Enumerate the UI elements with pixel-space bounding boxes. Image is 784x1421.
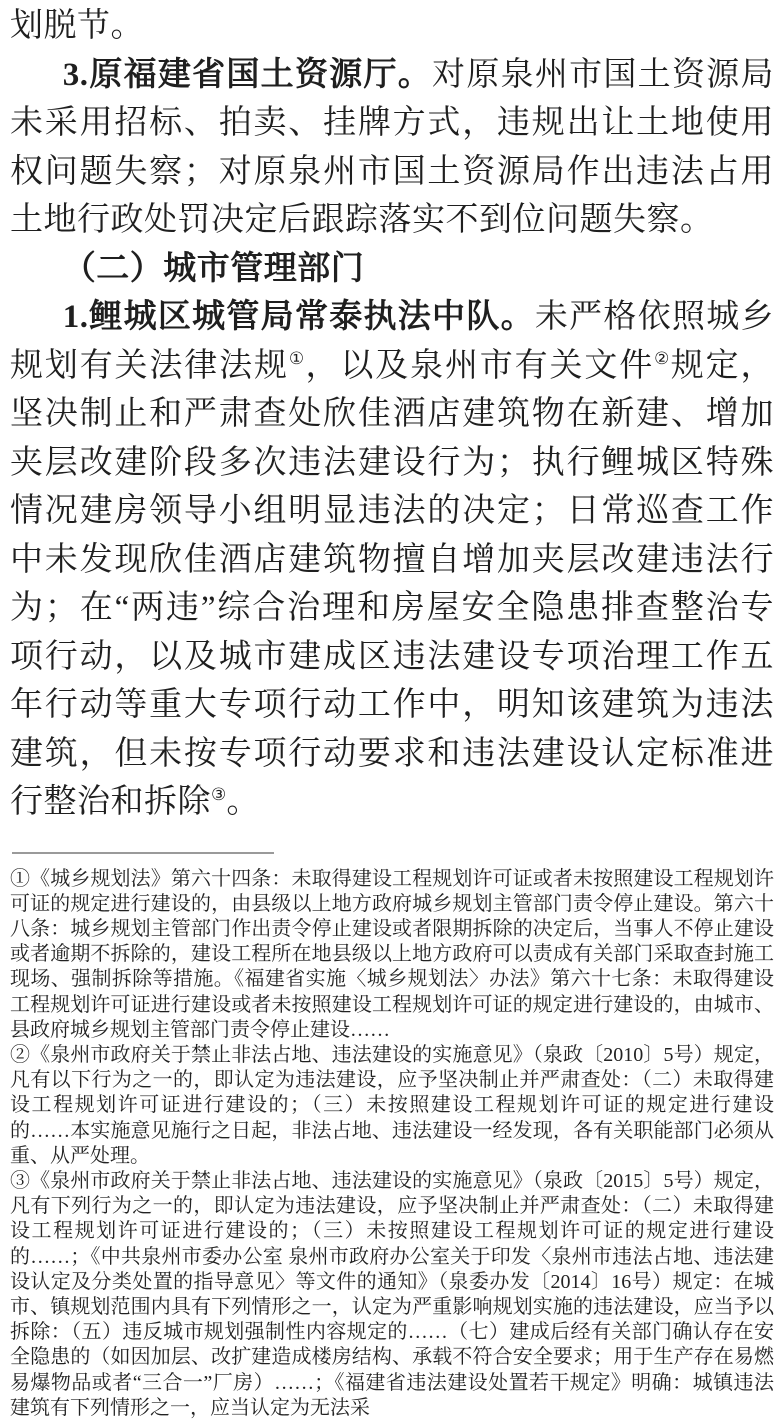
- main-text: [10, 2, 774, 827]
- footnote-text: 《泉州市政府关于禁止非法占地、违法建设的实施意见》（泉政〔2015〕5号）规定，凡有下列行为之一的，即认定为违法建设，应予坚决制止并严肃查处：（二）未取得建设工程规划许可证进行建设的；（三）未按照建设工程规划许可证的规定进行建设的……；《中共泉州市委办公室 泉州市政府办公室关于印发〈泉州市违法占地、违法建设认定及分类处置的指导意见〉等文件的通知》（泉委办发〔2014〕16号）规定：在城市、镇规划范围内具有下列情形之一，认定为严重影响规划实施的违法建设，应当予以拆除：（五）违反城市规划强制性内容规定的……（七）建成后经有关部门确认存在安全隐患的（如因加层、改扩建造成楼房结构、承载不符合安全要求；用于生产存在易燃易爆物品或者“三合一”厂房）……；《福建省违法建设处置若干规定》明确：城镇违法建筑有下列情形之一，应当认定为无法采: [10, 1169, 775, 1419]
- footnote-marker: ②: [10, 1043, 31, 1066]
- footnote-ref-2: ②: [654, 348, 671, 368]
- footnote-3: [10, 1169, 774, 1421]
- footnote-text: 《城乡规划法》第六十四条：未取得建设工程规划许可证或者未按照建设工程规划许可证的规定进行建设的，由县级以上地方政府城乡规划主管部门责令停止建设。第六十八条：城乡规划主管部门作出责令停止建设或者限期拆除的决定后，当事人不停止建设或者逾期不拆除的，建设工程所在地县级以上地方政府可以责成有关部门采取查封施工现场、强制拆除等措施。《福建省实施〈城乡规划法〉办法》第六十七条：未取得建设工程规划许可证进行建设或者未按照建设工程规划许可证的规定进行建设的，由城市、县政府城乡规划主管部门责令停止建设……: [10, 867, 775, 1041]
- section-heading-city-management: （二）城市管理部门: [62, 250, 365, 287]
- paragraph-body-text: ，以及泉州市有关文件: [305, 347, 655, 384]
- footnote-ref-3: ③: [211, 785, 227, 804]
- paragraph-body-text: 规定，坚决制止和严肃查处欣佳酒店建筑物在新建、增加夹层改建阶段多次违法建设行为；执行鲤城区特殊情况建房领导小组明显违法的决定；日常巡查工作中未发现欣佳酒店建筑物擅自增加夹层改建违法行为；在“两违”综合治理和房屋安全隐患排查整治专项行动，以及城市建成区违法建设专项治理工作五年行动等重大专项行动工作中，明知该建筑为违法建筑，但未按专项行动要求和违法建设认定标准进行整治和拆除: [10, 347, 774, 820]
- footnote-1: [10, 867, 774, 1043]
- paragraph-continuation: 划脱节。: [10, 8, 144, 44]
- footnote-2: [10, 1043, 774, 1169]
- paragraph-lead-bold: 3.原福建省国土资源厅。: [62, 56, 433, 93]
- footnote-text: 《泉州市政府关于禁止非法占地、违法建设的实施意见》（泉政〔2010〕5号）规定，凡有以下行为之一的，即认定为违法建设，应予坚决制止并严肃查处：（二）未取得建设工程规划许可证进行建设的；（三）未按照建设工程规划许可证的规定进行建设的……本实施意见施行之日起，非法占地、违法建设一经发现，各有关职能部门必须从重、从严处理。: [10, 1043, 775, 1167]
- paragraph-body-text: 对原泉州市国土资源局未采用招标、拍卖、挂牌方式，违规出让土地使用权问题失察；对原泉州市国土资源局作出违法占用土地行政处罚决定后跟踪落实不到位问题失察。: [10, 56, 775, 238]
- footnotes-section: [10, 867, 774, 1421]
- paragraph-land-resources-dept: [10, 51, 774, 245]
- paragraph-chengguan-squad: [10, 293, 774, 827]
- paragraph-lead-bold: 1.鲤城区城管局常泰执法中队。: [62, 299, 535, 335]
- footnote-separator-rule: [12, 852, 274, 854]
- footnote-ref-1: ①: [288, 348, 306, 368]
- footnote-marker: ③: [10, 1169, 31, 1192]
- paragraph-body-text: 。: [226, 784, 260, 820]
- footnote-marker: ①: [10, 867, 31, 890]
- paragraph-body-text: 未严格依照城乡规划有关法律法规: [10, 299, 775, 384]
